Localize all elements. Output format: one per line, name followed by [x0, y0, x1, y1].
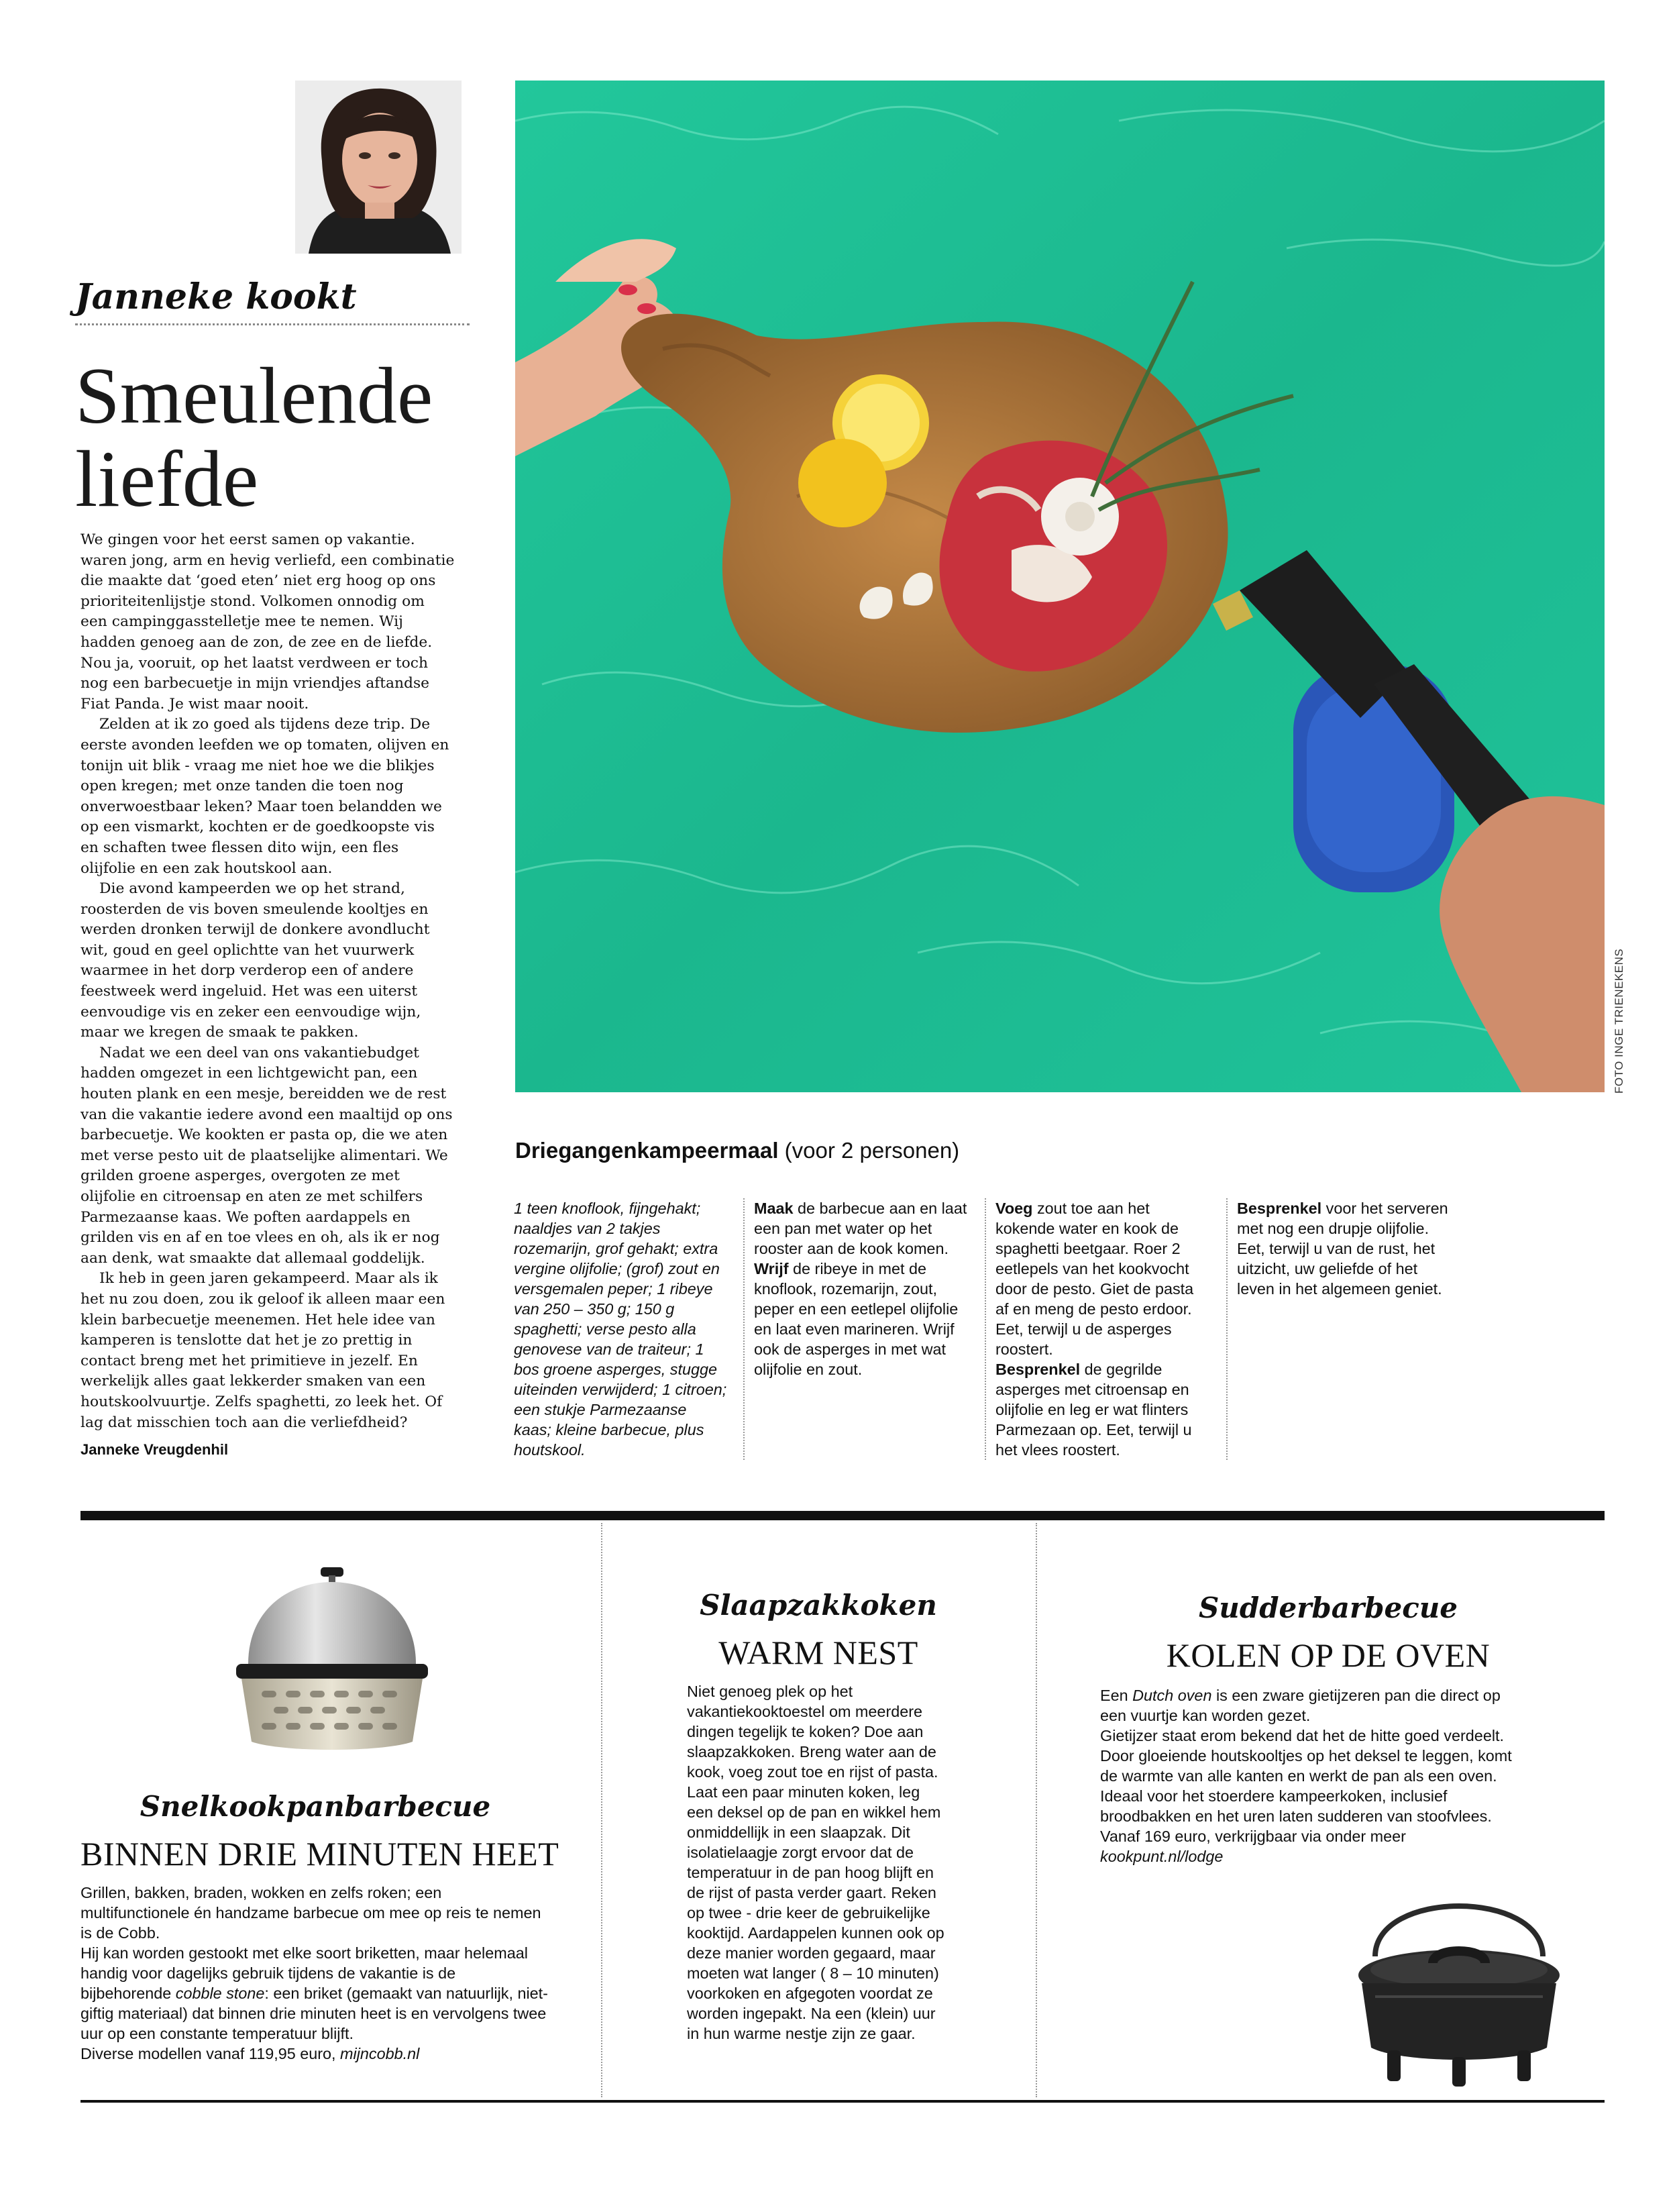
text-span: Een	[1100, 1687, 1133, 1704]
text-span: is een zware gietijzeren pan die direct op een vuurtje kan worden gezet.	[1100, 1687, 1501, 1724]
body-paragraph: Ik heb in geen jaren gekampeerd. Maar als ik het nu zou doen, zou ik geloof ik alleen maar een klein barbecuetje meenemen. Het hele idee van kamperen is tenslotte dat het je zo prettig in contact breng met het primitieve in jezelf. En werkelijk alles gaat lekkerder smaken van een houtskoolvuurtje. Zelfs spaghetti, zo leek het. Of lag dat misschien toch aan die verliefdheid?	[80, 1270, 445, 1431]
product-text	[1100, 1685, 1529, 1866]
product-subtitle: WARM NEST	[718, 1634, 918, 1671]
product-paragraph	[1100, 1685, 1529, 1726]
recipe-ingredients: 1 teen knoflook, fijngehakt; naaldjes van 2 takjes rozemarijn, grof gehakt; extra vergine olijfolie; (grof) zout en versgemalen peper; 1 ribeye van 250 – 350 g; 150 g spaghetti; verse pesto alla genovese van de traiteur; 1 bos groene asperges, stugge uiteinden verwijderd; 1 citroen; een stukje Parmezaanse kaas; kleine barbecue, plus houtskool.	[514, 1200, 727, 1459]
author-portrait	[295, 81, 462, 254]
website-link: kookpunt.nl/lodge	[1100, 1848, 1224, 1865]
recipe-title-servings: (voor 2 personen)	[778, 1138, 960, 1163]
bottom-rule	[80, 2100, 1605, 2103]
product-title: Slaapzakkoken	[700, 1589, 937, 1622]
product-paragraph: Vanaf 169 euro, verkrijgbaar via onder meer	[1100, 1828, 1406, 1845]
step-lead: Wrijf	[754, 1260, 789, 1277]
product-paragraph	[80, 2044, 550, 2064]
recipe-title	[515, 1138, 959, 1163]
product-text: Niet genoeg plek op het vakantiekooktoestel om meerdere dingen tegelijk te koken? Doe aan slaapzakkoken. Breng water aan de kook, voeg zout toe en rijst of pasta. Laat een paar minuten koken, leg een deksel op de pan en wikkel hem onmiddellijk in een slaapzak. Dit isolatielaagje zorgt ervoor dat de temperatuur in de pan hoog blijft en de rijst of pasta verder gaart. Reken op twee - drie keer de gebruikelijke kooktijd. Aardappelen kunnen ook op deze manier worden gegaard, maar moeten wat langer ( 8 – 10 minuten) voorkoken en afgegoten voordat ze worden ingepakt. Na een (klein) uur in hun warme nestje zijn ze gaar.	[687, 1683, 944, 2042]
recipe-steps-1	[754, 1198, 969, 1379]
kicker-divider	[75, 323, 470, 325]
step-text: de barbecue aan en laat een pan met water op het rooster aan de kook komen.	[754, 1200, 967, 1257]
product-paragraph: Ideaal voor het stoerdere kampeerkoken, inclusief broodbakken en het uren laten sudderen van stoofvlees.	[1100, 1787, 1492, 1825]
dutch-oven-image	[1348, 1862, 1570, 2091]
text-span: Diverse modellen vanaf 119,95 euro,	[80, 2045, 341, 2062]
column-divider	[743, 1198, 745, 1460]
column-kicker: Janneke kookt	[75, 276, 357, 317]
column-divider	[985, 1198, 986, 1460]
recipe-steps-3	[1237, 1198, 1458, 1299]
recipe-step	[754, 1198, 969, 1259]
product-paragraph	[80, 1943, 550, 2044]
product-paragraph: Gietijzer staat erom bekend dat het de hitte goed verdeelt. Door gloeiende houtskooltjes op het deksel te leggen, komt de warmte van alle kanten en werkt de pan als een oven.	[1100, 1727, 1512, 1785]
step-text: zout toe aan het kokende water en kook de spaghetti beetgaar. Roer 2 eetlepels van het kookvocht door de pesto. Giet de pasta af en meng de pesto erdoor. Eet, terwijl u de asperges roostert.	[995, 1200, 1194, 1358]
emphasis: cobble stone	[175, 1985, 265, 2002]
section-rule	[80, 1511, 1605, 1520]
text-span: Hij kan worden gestookt met elke soort briketten, maar helemaal handig voor dagelijks gebruik tijdens de vakantie is de bijbehorende	[80, 1944, 528, 2002]
article-body	[80, 530, 455, 1433]
step-lead: Besprenkel	[995, 1361, 1081, 1378]
column-divider	[1036, 1523, 1037, 2097]
body-paragraph: Die avond kampeerden we op het strand, roosterden de vis boven smeulende kooltjes en werden dronken terwijl de donkere avondlucht wit, goud en geel oplichtte van het vuurwerk waarmee in het dorp verderop een of andere feestweek werd ingeluid. Het was een uiterst eenvoudige vis en zeker een eenvoudige wijn, maar we kregen de smaak te pakken.	[80, 880, 430, 1041]
recipe-step	[995, 1359, 1210, 1460]
main-photo	[515, 81, 1605, 1092]
body-paragraph: We gingen voor het eerst samen op vakantie. waren jong, arm en hevig verliefd, een combinatie die maakte dat ‘goed eten’ niet erg hoog op ons prioriteitenlijstje stond. Volkomen onnodig om een campinggasstelletje mee te nemen. Wij hadden genoeg aan de zon, de zee en de liefde. Nou ja, vooruit, op het laatst verdween er toch nog een barbecuetje in mijn vriendjes aftandse Fiat Panda. Je wist maar nooit.	[80, 531, 455, 713]
product-subtitle: KOLEN OP DE OVEN	[1166, 1636, 1491, 1674]
body-paragraph: Nadat we een deel van ons vakantiebudget hadden omgezet in een lichtgewicht pan, een houten plank en een mesje, bereidden we de rest van die vakantie iedere avond een maaltijd op ons barbecuetje. We kookten er pasta op, die we aten met verse pesto uit de plaatselijke alimentari. We grilden groene asperges, overgoten ze met olijfolie en citroensap en aten ze met schilfers Parmezaanse kaas. We poften aardappels en grilden vis en af en toe vlees en oh, als ik er nog aan denk, wat smaakte dat allemaal goddelijk.	[80, 1044, 453, 1267]
cobb-barbecue-image	[221, 1563, 443, 1758]
step-text: voor het serveren met nog een drupje olijfolie. Eet, terwijl u van de rust, het uitzicht, uw geliefde of het leven in het algemeen geniet.	[1237, 1200, 1448, 1298]
column-divider	[601, 1523, 602, 2097]
product-paragraph: Grillen, bakken, braden, wokken en zelfs roken; een multifunctionele én handzame barbecue om mee op reis te nemen is de Cobb.	[80, 1884, 541, 1942]
photo-credit: FOTO INGE TRIENEKENS	[1613, 948, 1625, 1094]
website-link: mijncobb.nl	[340, 2045, 420, 2062]
byline: Janneke Vreugdenhil	[80, 1441, 229, 1458]
product-title: Sudderbarbecue	[1198, 1591, 1458, 1624]
step-text: de ribeye in met de knoflook, rozemarijn, zout, peper en een eetlepel olijfolie en laat even marineren. Wrijf ook de asperges in met wat olijfolie en zout.	[754, 1260, 959, 1378]
recipe-step	[995, 1198, 1210, 1359]
recipe-title-bold: Driegangenkampeermaal	[515, 1138, 779, 1163]
product-subtitle: BINNEN DRIE MINUTEN HEET	[80, 1835, 559, 1873]
recipe-steps-2	[995, 1198, 1210, 1460]
recipe-step	[754, 1259, 969, 1379]
product-text	[80, 1883, 550, 2064]
emphasis: Dutch oven	[1132, 1687, 1212, 1704]
headline: Smeulende liefde	[75, 351, 433, 523]
text-span: : een briket (gemaakt van natuurlijk, niet-giftig materiaal) dat binnen drie minuten heet is en vervolgens twee uur op een constante temperatuur blijft.	[80, 1985, 548, 2042]
body-paragraph: Zelden at ik zo goed als tijdens deze trip. De eerste avonden leefden we op tomaten, olijven en tonijn uit blik - vraag me niet hoe we die blikjes open kregen; met onze tanden die toen nog onverwoestbaar leken? Maar toen belandden we op een vismarkt, kochten er de goedkoopste vis en schaften twee flessen dito wijn, een fles olijfolie en een zak houtskool aan.	[80, 716, 449, 877]
column-divider	[1226, 1198, 1228, 1460]
step-text: de gegrilde asperges met citroensap en olijfolie en leg er wat flinters Parmezaan op. Eet, terwijl u het vlees roostert.	[995, 1361, 1192, 1459]
product-title: Snelkookpanbarbecue	[140, 1790, 491, 1823]
step-lead: Besprenkel	[1237, 1200, 1322, 1217]
step-lead: Maak	[754, 1200, 794, 1217]
step-lead: Voeg	[995, 1200, 1033, 1217]
recipe-step	[1237, 1198, 1458, 1299]
